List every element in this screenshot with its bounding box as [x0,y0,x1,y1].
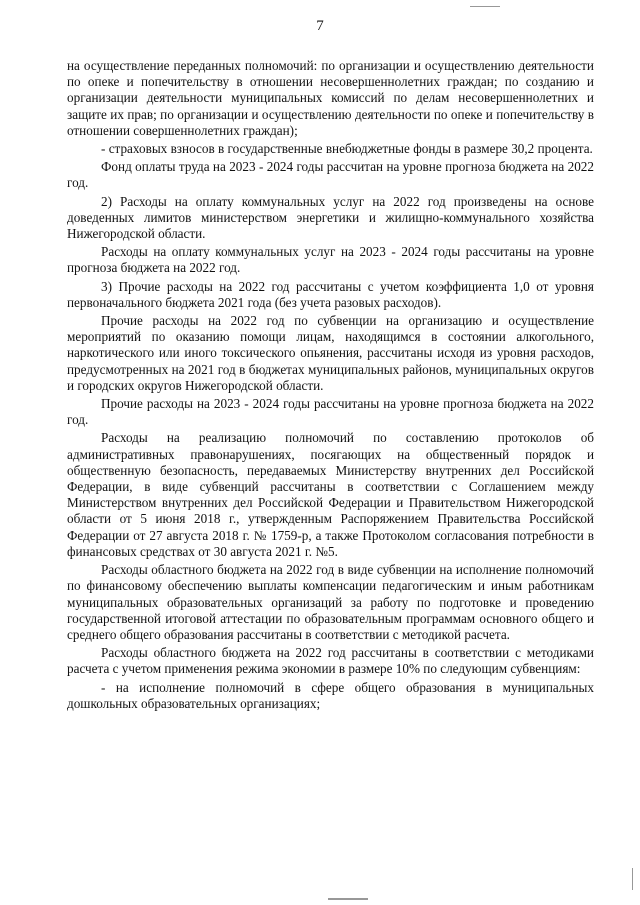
paragraph: 2) Расходы на оплату коммунальных услуг на 2022 год произведены на основе доведенных лимитов министерством энергетики и жилищно-коммунального хозяйства Нижегородской области. [67,193,594,242]
scan-artifact [632,868,633,890]
page-number: 7 [316,18,324,34]
paragraph: - страховых взносов в государственные внебюджетные фонды в размере 30,2 процента. [101,141,593,157]
paragraph: Прочие расходы на 2022 год по субвенции на организацию и осуществление мероприятий по оказанию помощи лицам, находящимся в состоянии алкогольного, наркотического или иного токсического опьянения, рассчитаны исходя из уровня расходов, предусмотренных на 2021 год в бюджетах муниципальных районов, муниципальных округов и городских округов Нижегородской области. [67,313,594,393]
paragraph: Расходы на реализацию полномочий по составлению протоколов об административных правонарушениях, посягающих на общественный порядок и общественную безопасность, передаваемых Министерству внутренних дел Российской Федерации, в виде субвенций рассчитаны в соответствии с Соглашением между Министерством внутренних дел Российской Федерации и Правительством Нижегородской области от 5 июня 2018 г., утвержденным Распоряжением Правительства Российской Федерации от 27 августа 2018 г. № 1759-р, а также Протоколом согласования потребности в финансовых средствах от 30 августа 2021 г. №5. [67,430,594,559]
scan-artifact [470,6,500,7]
paragraph: на осуществление переданных полномочий: по организации и осуществлению деятельности по опеке и попечительству в отношении несовершеннолетних граждан; по созданию и организации деятельности муниципальных комиссий по делам несовершеннолетних и защите их прав; по организации и осуществлению деятельности по опеке и попечительству в отношении совершеннолетних граждан); [67,58,594,138]
paragraph: 3) Прочие расходы на 2022 год рассчитаны с учетом коэффициента 1,0 от уровня первоначального бюджета 2021 года (без учета разовых расходов). [67,278,594,310]
paragraph: Расходы на оплату коммунальных услуг на 2023 - 2024 годы рассчитаны на уровне прогноза бюджета на 2022 год. [67,244,594,276]
paragraph: Расходы областного бюджета на 2022 год в виде субвенции на исполнение полномочий по финансовому обеспечению выплаты компенсации педагогическим и иным работникам муниципальных образовательных организаций за работу по подготовке и проведению государственной итоговой аттестации по образовательным программам основного общего и среднего общего образования рассчитаны в соответствии с методикой расчета. [67,562,594,642]
paragraph: Прочие расходы на 2023 - 2024 годы рассчитаны на уровне прогноза бюджета на 2022 год. [67,396,594,428]
scan-artifact [328,898,368,900]
paragraph: Фонд оплаты труда на 2023 - 2024 годы рассчитан на уровне прогноза бюджета на 2022 год. [67,159,594,191]
paragraph: Расходы областного бюджета на 2022 год рассчитаны в соответствии с методиками расчета с учетом применения режима экономии в размере 10% по следующим субвенциям: [67,645,594,677]
document-body [67,58,594,714]
paragraph: - на исполнение полномочий в сфере общего образования в муниципальных дошкольных образовательных организациях; [67,679,594,711]
